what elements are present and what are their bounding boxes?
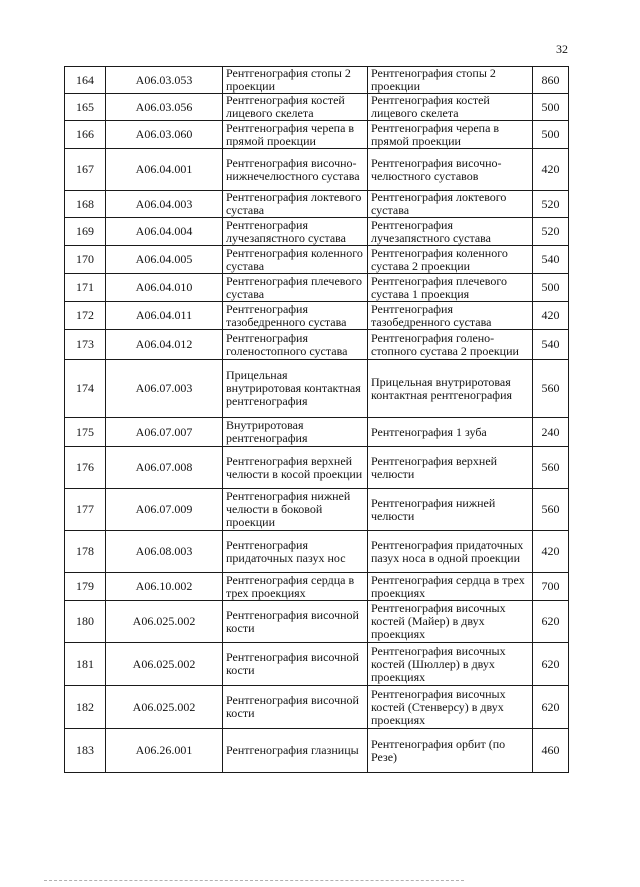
table-row — [65, 643, 569, 686]
row-number-cell: 182 — [65, 686, 106, 729]
service-name-cell: Рентгенография локтевого сустава — [223, 191, 368, 218]
service-code-cell: A06.04.012 — [106, 330, 223, 360]
service-name-cell: Рентгенография стопы 2 проекции — [223, 67, 368, 94]
service-name-cell: Рентгенография височной кости — [223, 601, 368, 643]
row-number-cell: 168 — [65, 191, 106, 218]
price-cell: 620 — [533, 601, 569, 643]
service-code-cell: A06.025.002 — [106, 686, 223, 729]
service-code-cell: A06.03.053 — [106, 67, 223, 94]
service-name-cell: Рентгенография сердца в трех проекциях — [223, 573, 368, 601]
service-description-cell: Рентгенография коленного сустава 2 проекции — [368, 246, 533, 274]
table-row — [65, 191, 569, 218]
service-code-cell: A06.07.007 — [106, 418, 223, 447]
table-row — [65, 489, 569, 531]
service-description-cell: Рентгенография локтевого сустава — [368, 191, 533, 218]
service-description-cell: Рентгенография костей лицевого скелета — [368, 94, 533, 121]
table-row — [65, 686, 569, 729]
row-number-cell: 171 — [65, 274, 106, 302]
price-cell: 700 — [533, 573, 569, 601]
table-row — [65, 94, 569, 121]
service-name-cell: Рентгенография лучезапястного сустава — [223, 218, 368, 246]
table-row — [65, 447, 569, 489]
price-cell: 240 — [533, 418, 569, 447]
price-cell: 500 — [533, 121, 569, 149]
service-code-cell: A06.025.002 — [106, 601, 223, 643]
service-description-cell: Рентгенография придаточных пазух носа в одной проекции — [368, 531, 533, 573]
service-code-cell: A06.04.005 — [106, 246, 223, 274]
price-table-body — [65, 67, 569, 773]
service-name-cell: Рентгенография височно-нижнечелюстного сустава — [223, 149, 368, 191]
row-number-cell: 176 — [65, 447, 106, 489]
price-cell: 520 — [533, 191, 569, 218]
price-cell: 420 — [533, 302, 569, 330]
table-row — [65, 418, 569, 447]
table-row — [65, 67, 569, 94]
service-description-cell: Рентгенография верхней челюсти — [368, 447, 533, 489]
service-code-cell: A06.07.003 — [106, 360, 223, 418]
service-description-cell: Рентгенография плечевого сустава 1 проекция — [368, 274, 533, 302]
service-name-cell: Рентгенография коленного сустава — [223, 246, 368, 274]
service-description-cell: Рентгенография тазобедренного сустава — [368, 302, 533, 330]
table-row — [65, 246, 569, 274]
service-description-cell: Рентгенография 1 зуба — [368, 418, 533, 447]
service-code-cell: A06.04.010 — [106, 274, 223, 302]
table-row — [65, 330, 569, 360]
service-name-cell: Рентгенография глазницы — [223, 729, 368, 773]
service-name-cell: Рентгенография височной кости — [223, 686, 368, 729]
bottom-divider — [44, 880, 464, 881]
price-cell: 540 — [533, 330, 569, 360]
table-row — [65, 302, 569, 330]
service-description-cell: Рентгенография височных костей (Шюллер) в двух проекциях — [368, 643, 533, 686]
table-row — [65, 601, 569, 643]
service-description-cell: Рентгенография лучезапястного сустава — [368, 218, 533, 246]
service-name-cell: Рентгенография височной кости — [223, 643, 368, 686]
service-code-cell: A06.04.011 — [106, 302, 223, 330]
service-name-cell: Рентгенография костей лицевого скелета — [223, 94, 368, 121]
price-cell: 560 — [533, 489, 569, 531]
service-code-cell: A06.03.056 — [106, 94, 223, 121]
row-number-cell: 170 — [65, 246, 106, 274]
table-row — [65, 360, 569, 418]
table-row — [65, 573, 569, 601]
row-number-cell: 175 — [65, 418, 106, 447]
table-row — [65, 121, 569, 149]
row-number-cell: 179 — [65, 573, 106, 601]
service-code-cell: A06.03.060 — [106, 121, 223, 149]
service-description-cell: Прицельная внутриротовая контактная рентгенография — [368, 360, 533, 418]
price-cell: 460 — [533, 729, 569, 773]
price-cell: 420 — [533, 531, 569, 573]
service-description-cell: Рентгенография височных костей (Стенверсу) в двух проекциях — [368, 686, 533, 729]
price-cell: 560 — [533, 360, 569, 418]
service-code-cell: A06.04.004 — [106, 218, 223, 246]
service-name-cell: Рентгенография черепа в прямой проекции — [223, 121, 368, 149]
row-number-cell: 164 — [65, 67, 106, 94]
service-description-cell: Рентгенография голено-стопного сустава 2 проекции — [368, 330, 533, 360]
service-name-cell: Внутриротовая рентгенография — [223, 418, 368, 447]
service-name-cell: Рентгенография тазобедренного сустава — [223, 302, 368, 330]
row-number-cell: 177 — [65, 489, 106, 531]
row-number-cell: 169 — [65, 218, 106, 246]
row-number-cell: 166 — [65, 121, 106, 149]
service-code-cell: A06.025.002 — [106, 643, 223, 686]
service-code-cell: A06.04.003 — [106, 191, 223, 218]
page-number: 32 — [556, 42, 568, 56]
service-description-cell: Рентгенография височно-челюстного суставов — [368, 149, 533, 191]
row-number-cell: 173 — [65, 330, 106, 360]
service-code-cell: A06.10.002 — [106, 573, 223, 601]
service-name-cell: Рентгенография верхней челюсти в косой проекции — [223, 447, 368, 489]
row-number-cell: 174 — [65, 360, 106, 418]
service-code-cell: A06.26.001 — [106, 729, 223, 773]
table-row — [65, 274, 569, 302]
table-row — [65, 729, 569, 773]
price-cell: 420 — [533, 149, 569, 191]
service-name-cell: Прицельная внутриротовая контактная рентгенография — [223, 360, 368, 418]
price-cell: 500 — [533, 94, 569, 121]
row-number-cell: 167 — [65, 149, 106, 191]
service-name-cell: Рентгенография нижней челюсти в боковой проекции — [223, 489, 368, 531]
table-row — [65, 149, 569, 191]
row-number-cell: 183 — [65, 729, 106, 773]
service-code-cell: A06.08.003 — [106, 531, 223, 573]
table-row — [65, 218, 569, 246]
service-code-cell: A06.07.009 — [106, 489, 223, 531]
price-cell: 520 — [533, 218, 569, 246]
service-code-cell: A06.07.008 — [106, 447, 223, 489]
price-cell: 500 — [533, 274, 569, 302]
price-cell: 620 — [533, 643, 569, 686]
service-name-cell: Рентгенография придаточных пазух нос — [223, 531, 368, 573]
row-number-cell: 165 — [65, 94, 106, 121]
price-cell: 620 — [533, 686, 569, 729]
table-row — [65, 531, 569, 573]
row-number-cell: 178 — [65, 531, 106, 573]
service-description-cell: Рентгенография орбит (по Резе) — [368, 729, 533, 773]
service-name-cell: Рентгенография голеностопного сустава — [223, 330, 368, 360]
price-cell: 540 — [533, 246, 569, 274]
row-number-cell: 181 — [65, 643, 106, 686]
service-description-cell: Рентгенография черепа в прямой проекции — [368, 121, 533, 149]
service-description-cell: Рентгенография стопы 2 проекции — [368, 67, 533, 94]
row-number-cell: 172 — [65, 302, 106, 330]
service-code-cell: A06.04.001 — [106, 149, 223, 191]
service-description-cell: Рентгенография сердца в трех проекциях — [368, 573, 533, 601]
price-table — [64, 66, 569, 773]
service-description-cell: Рентгенография височных костей (Майер) в двух проекциях — [368, 601, 533, 643]
service-description-cell: Рентгенография нижней челюсти — [368, 489, 533, 531]
row-number-cell: 180 — [65, 601, 106, 643]
price-cell: 860 — [533, 67, 569, 94]
service-name-cell: Рентгенография плечевого сустава — [223, 274, 368, 302]
price-cell: 560 — [533, 447, 569, 489]
